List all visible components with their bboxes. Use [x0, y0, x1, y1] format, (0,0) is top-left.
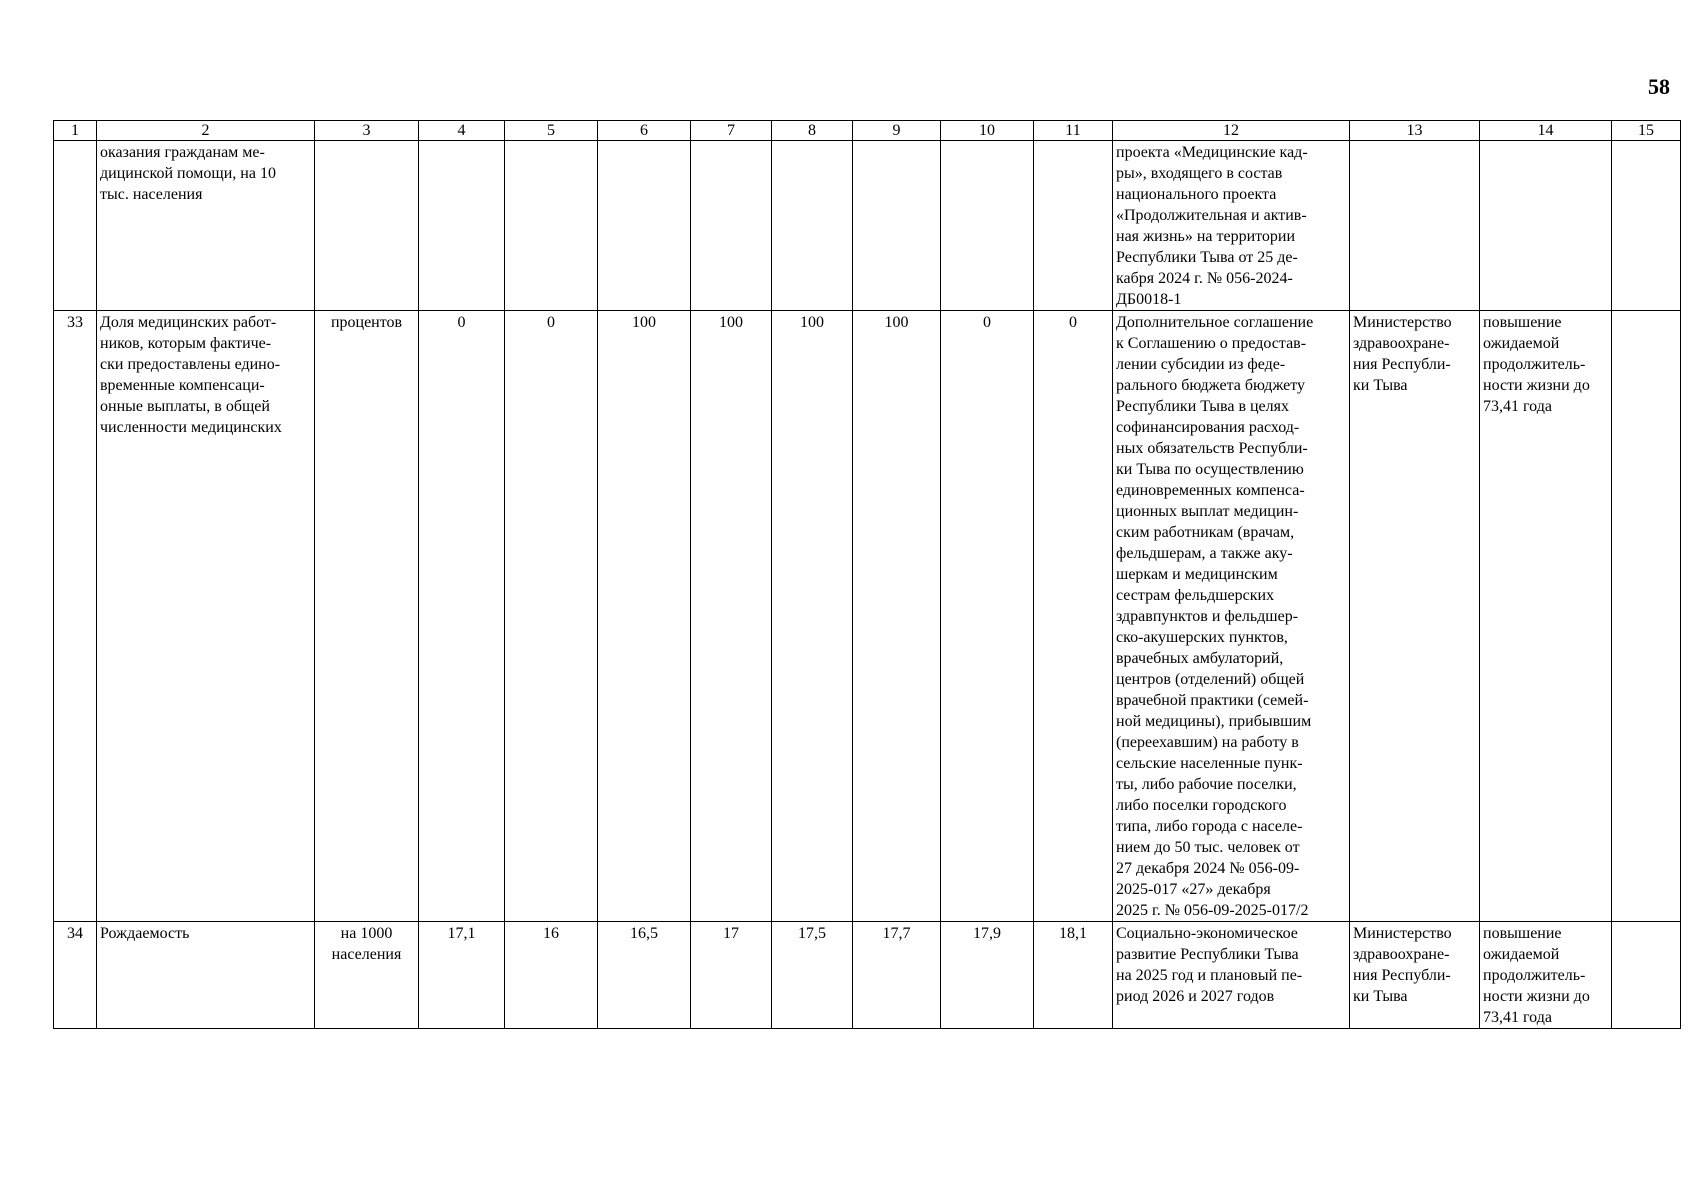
column-header: 13 [1350, 121, 1480, 141]
value-cell: 100 [772, 311, 853, 922]
value-cell: 16,5 [598, 922, 691, 1029]
source-document-cell: Дополнительное соглашение к Соглашению о предостав- лении субсидии из феде- рального бюджета бюджету Республики Тыва в целях софинансирования расход- ных обязательств Республи- ки Тыва по осуществлению единовременных компенса- ционных выплат медицин- ским работникам (врачам, фельдшерам, а также аку- шеркам и медицинским сестрам фельдшерских здравпунктов и фельдшер- ско-акушерских пунктов, врачебных амбулаторий, центров (отделений) общей врачебной практики (семей- ной медицины), прибывшим (переехавшим) на работу в сельские населенные пунк- ты, либо рабочие поселки, либо поселки городского типа, либо города с населе- нием до 50 тыс. человек от 27 декабря 2024 № 056-09- 2025-017 «27» декабря 2025 г. № 056-09-2025-017/2 [1113, 311, 1350, 922]
value-cell [1034, 141, 1113, 311]
table-row-continuation [54, 141, 1681, 311]
value-cell: 100 [853, 311, 941, 922]
extra-cell [1612, 141, 1681, 311]
responsible-cell [1350, 141, 1480, 311]
column-header: 7 [691, 121, 772, 141]
column-header: 1 [54, 121, 97, 141]
value-cell: 17 [691, 922, 772, 1029]
value-cell: 100 [691, 311, 772, 922]
indicator-name-cell: Рождаемость [97, 922, 315, 1029]
value-cell [941, 141, 1034, 311]
unit-cell [315, 141, 419, 311]
value-cell: 0 [1034, 311, 1113, 922]
page-number: 58 [1648, 74, 1670, 99]
column-header: 6 [598, 121, 691, 141]
column-header: 15 [1612, 121, 1681, 141]
unit-cell: процентов [315, 311, 419, 922]
column-header: 9 [853, 121, 941, 141]
value-cell: 17,9 [941, 922, 1034, 1029]
value-cell: 100 [598, 311, 691, 922]
row-number-cell: 33 [54, 311, 97, 922]
row-number-cell: 34 [54, 922, 97, 1029]
responsible-cell: Министерство здравоохране- ния Республи- ки Тыва [1350, 311, 1480, 922]
responsible-cell: Министерство здравоохране- ния Республи- ки Тыва [1350, 922, 1480, 1029]
header-row [54, 121, 1681, 141]
table-row-34 [54, 922, 1681, 1029]
value-cell: 17,5 [772, 922, 853, 1029]
goal-cell: повышение ожидаемой продолжитель- ности жизни до 73,41 года [1480, 311, 1612, 922]
column-header: 8 [772, 121, 853, 141]
value-cell [419, 141, 505, 311]
value-cell: 16 [505, 922, 598, 1029]
value-cell [691, 141, 772, 311]
goal-cell [1480, 141, 1612, 311]
row-number-cell [54, 141, 97, 311]
source-document-cell: Социально-экономическое развитие Республики Тыва на 2025 год и плановый пе- риод 2026 и 2027 годов [1113, 922, 1350, 1029]
goal-cell: повышение ожидаемой продолжитель- ности жизни до 73,41 года [1480, 922, 1612, 1029]
column-header: 14 [1480, 121, 1612, 141]
column-header: 2 [97, 121, 315, 141]
indicator-name-cell: оказания гражданам ме- дицинской помощи, на 10 тыс. населения [97, 141, 315, 311]
value-cell [853, 141, 941, 311]
value-cell: 17,1 [419, 922, 505, 1029]
column-header: 4 [419, 121, 505, 141]
extra-cell [1612, 311, 1681, 922]
column-header: 5 [505, 121, 598, 141]
value-cell: 0 [419, 311, 505, 922]
value-cell: 0 [505, 311, 598, 922]
column-header: 3 [315, 121, 419, 141]
column-header: 12 [1113, 121, 1350, 141]
value-cell: 17,7 [853, 922, 941, 1029]
extra-cell [1612, 922, 1681, 1029]
column-header: 11 [1034, 121, 1113, 141]
value-cell: 0 [941, 311, 1034, 922]
indicators-table [53, 120, 1681, 1029]
value-cell [598, 141, 691, 311]
table-row-33 [54, 311, 1681, 922]
indicator-name-cell: Доля медицинских работ- ников, которым фактиче- ски предоставлены едино- временные компенсаци- онные выплаты, в общей численности медицинских [97, 311, 315, 922]
value-cell: 18,1 [1034, 922, 1113, 1029]
value-cell [505, 141, 598, 311]
source-document-cell: проекта «Медицинские кад- ры», входящего в состав национального проекта «Продолжительная и актив- ная жизнь» на территории Республики Тыва от 25 де- кабря 2024 г. № 056-2024- ДБ0018-1 [1113, 141, 1350, 311]
value-cell [772, 141, 853, 311]
unit-cell: на 1000 населения [315, 922, 419, 1029]
column-header: 10 [941, 121, 1034, 141]
